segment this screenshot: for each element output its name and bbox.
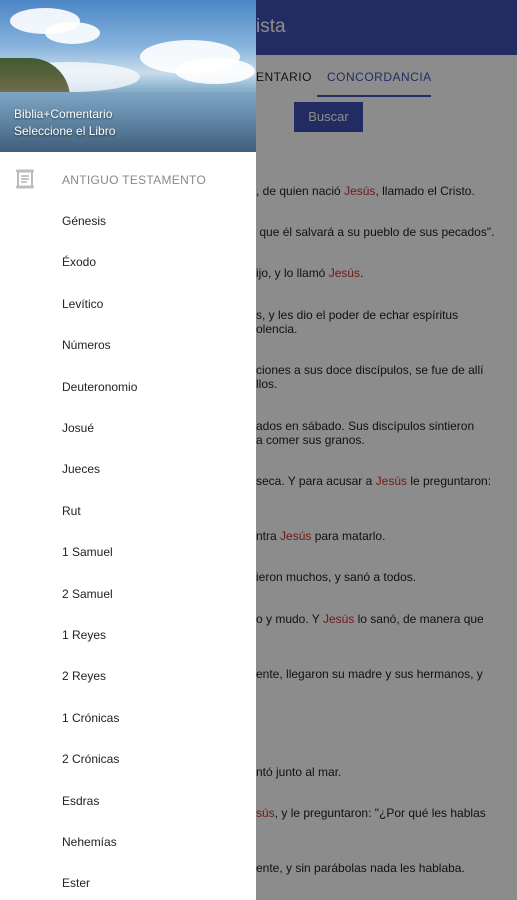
book-item[interactable]: Josué — [62, 421, 95, 435]
app-title: ista — [256, 16, 286, 37]
book-item[interactable]: Levítico — [62, 296, 104, 311]
scroll-icon — [14, 168, 36, 190]
sea-shape — [0, 92, 256, 152]
result-text: . — [360, 266, 364, 280]
result-text: le preguntaron: — [407, 474, 492, 488]
cloud-shape — [45, 22, 100, 44]
result-text: ijo, y lo llamó — [256, 266, 329, 280]
drawer-subtitle: Seleccione el Libro — [14, 124, 116, 138]
book-item[interactable]: 2 Reyes — [62, 669, 107, 684]
result-highlight: Jesús — [375, 474, 407, 488]
result-text: lo sanó, de manera que — [354, 612, 484, 626]
result-text: , llamado el Cristo. — [375, 184, 475, 198]
result-text: ciones a sus doce discípulos, se fue de allí llos. — [256, 363, 484, 391]
result-text: , y le preguntaron: "¿Por qué les hablas — [274, 806, 486, 820]
result-highlight: Jesús — [322, 612, 355, 626]
result-text: que él salvará a su pueblo de sus pecados". — [256, 225, 495, 239]
tab-concordancia[interactable]: CONCORDANCIA — [327, 70, 432, 84]
result-text: , de quien nació — [256, 184, 345, 198]
navigation-drawer — [0, 0, 256, 900]
result-text: ente, y sin parábolas nada les hablaba. — [256, 861, 465, 875]
tab-comentario[interactable]: ENTARIO — [256, 70, 312, 84]
cloud-shape — [175, 58, 255, 84]
book-item[interactable]: Génesis — [62, 214, 107, 228]
result-highlight: Jesús — [280, 529, 312, 543]
book-item[interactable]: Rut — [62, 503, 81, 518]
book-item[interactable]: Esdras — [62, 793, 100, 808]
result-text: ntra — [256, 529, 281, 543]
book-item[interactable]: 2 Samuel — [62, 586, 113, 601]
book-item[interactable]: Deuteronomio — [62, 379, 138, 394]
result-text: seca. Y para acusar a — [256, 474, 376, 488]
book-item[interactable]: Nehemías — [62, 835, 117, 849]
result-text: o y mudo. Y — [256, 612, 323, 626]
result-text: ieron muchos, y sanó a todos. — [256, 570, 417, 584]
section-header — [0, 160, 256, 200]
book-item[interactable]: Números — [62, 338, 111, 353]
drawer-header-image — [0, 0, 256, 152]
section-label: ANTIGUO TESTAMENTO — [62, 173, 207, 187]
result-highlight: Jesús — [328, 266, 361, 280]
result-text: ntó junto al mar. — [256, 765, 342, 779]
result-text: ados en sábado. Sus discípulos sintieron a comer sus granos. — [256, 419, 475, 447]
book-item[interactable]: Ester — [62, 876, 91, 891]
book-item[interactable]: 1 Reyes — [62, 628, 107, 642]
result-text: para matarlo. — [311, 529, 386, 543]
drawer-title: Biblia+Comentario — [14, 107, 113, 121]
search-button[interactable]: Buscar — [294, 102, 363, 132]
result-highlight: Jesús — [344, 184, 376, 198]
book-item[interactable]: Jueces — [62, 462, 101, 477]
book-item[interactable]: 2 Crónicas — [62, 752, 120, 767]
result-text: ente, llegaron su madre y sus hermanos, y — [256, 667, 483, 681]
book-item[interactable]: 1 Samuel — [62, 545, 113, 560]
result-text: s, y les dio el poder de echar espíritus olencia. — [256, 308, 459, 336]
book-item[interactable]: Éxodo — [62, 255, 97, 270]
result-highlight: sús — [256, 806, 275, 820]
book-item[interactable]: 1 Crónicas — [62, 710, 120, 725]
